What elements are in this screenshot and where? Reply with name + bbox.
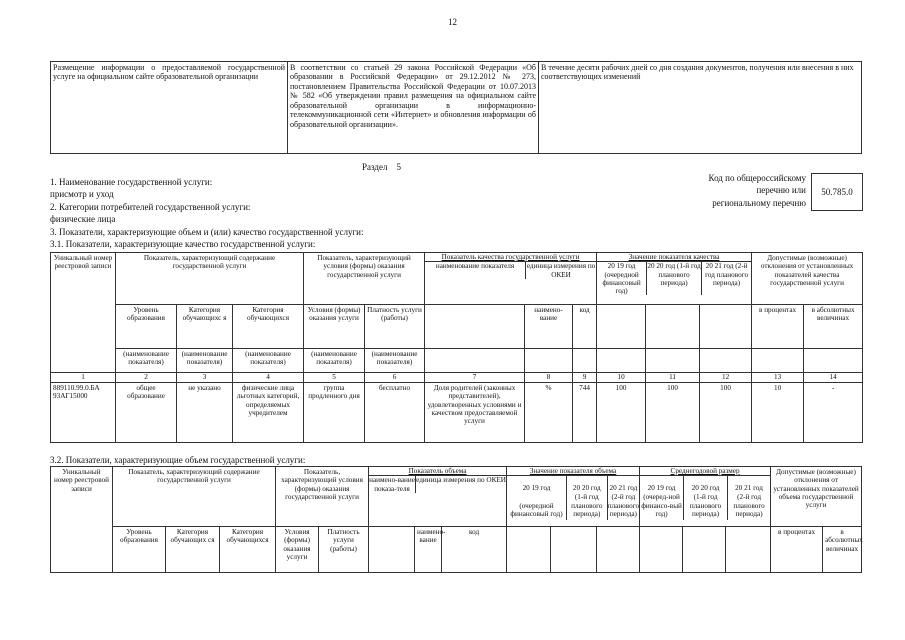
q-h-y1: 20 19 год (очередной финансовый год) (597, 262, 647, 295)
v-h-avg-y3: 20 21 год (735, 484, 763, 493)
consumer-category-label: 2. Категории потребителей государственной услуги: (50, 201, 251, 212)
q-row-pay: бесплатно (365, 383, 425, 443)
q-h-quality: Показатель качества государственной услуги (441, 253, 580, 261)
q-row-unique: 889110.99.0.БА 93АГ15000 (51, 383, 116, 443)
q-row-v2: 100 (646, 383, 700, 443)
q-row-cat2: физические лица льготных категорий, определяемых учредителем (233, 383, 304, 443)
q-num-11: 11 (646, 373, 700, 383)
q-num-8: 8 (525, 373, 573, 383)
v-sub-pay: Платность услуги (работы) (319, 527, 369, 573)
q-row-pct: 10 (752, 383, 804, 443)
q-np-2: (наименование показателя) (177, 349, 233, 373)
q-np-3: (наименование показателя) (233, 349, 304, 373)
q-num-7: 7 (425, 373, 525, 383)
v-h-values-group (507, 467, 640, 527)
q-h-values-group (597, 253, 752, 305)
v-h-name: наимено-вание показа-теля (369, 476, 415, 493)
q-h-quality-group (425, 253, 597, 305)
q-h-allowed: Допустимые (возможные) отклонения от установленных показателей качества государственной услуги (752, 253, 863, 305)
q-sub-pay: Платность услуги (работы) (365, 305, 425, 349)
q-h-name: наименование показателя (425, 262, 526, 279)
q-np-1: (наименование показателя) (116, 349, 177, 373)
v-h-volume-group (369, 467, 507, 527)
v-h-avg-p3: (2-й год планового периода) (733, 493, 765, 518)
v-sub-cat1: Категория обучающих ся (166, 527, 220, 573)
q-num-1: 1 (51, 373, 116, 383)
quality-indicators-label: 3.1. Показатели, характеризующие качество государственной услуги: (50, 239, 316, 250)
q-num-12: 12 (700, 373, 752, 383)
v-sub-cond: Условия (формы) оказания услуги (276, 527, 319, 573)
q-sub-empty-y1 (597, 305, 646, 349)
q-sub-level: Уровень образования (116, 305, 177, 349)
q-h-unique: Уникальный номер реестровой записи (51, 253, 116, 373)
placement-content: В соответствии со статьей 29 закона Российской Федерации «Об образовании в Российской Федерации» от 29.12.2012 № 273, постановлением Правительства Российской Федерации от 10.07.2013 № 582 «Об утверждении правил размещения на официальном сайте образовательной организации в информационно-телекоммуникационной сети «Интернет» и обновления информации об образовательной организации». (288, 62, 539, 154)
q-row-level: общее образование (116, 383, 177, 443)
v-h-avg-y2: 20 20 год (691, 484, 720, 493)
v-h-content: Показатель, характеризующий содержание государственной услуги (113, 467, 276, 527)
q-row-name: Доля родителей (законных представителей), удовлетворенных условиями и качеством предоставляемой услуги (425, 383, 525, 443)
q-sub-unit-name: наимено-вание (525, 305, 573, 349)
v-h-y3: 20 21 год (609, 484, 638, 493)
code-value-box (811, 173, 863, 211)
table-row (51, 383, 863, 443)
code-label-line3: региональному перечню (712, 197, 806, 208)
q-sub-empty-y2 (646, 305, 700, 349)
service-name-label: 1. Наименование государственной услуги: (50, 177, 213, 187)
placement-method: Размещение информации о предоставляемой государственной услуге на официальном сайте образовательной организации (51, 62, 288, 154)
q-sub-abs: в абсолютных величинах (804, 305, 863, 349)
volume-indicators-label: 3.2. Показатели, характеризующие объем государственной услуги: (50, 455, 306, 465)
q-num-14: 14 (804, 373, 863, 383)
code-value: 50.785.0 (821, 186, 853, 197)
q-row-v1: 100 (597, 383, 646, 443)
quality-table (50, 252, 863, 443)
v-h-p1: (очередной финансовый год) (510, 501, 563, 518)
q-sub-cat1: Категория обучающихс я (177, 305, 233, 349)
q-row-cat1: не указано (177, 383, 233, 443)
section-title: Раздел 5 (362, 162, 401, 172)
v-sub-code: код (442, 527, 507, 573)
q-sub-pct: в процентах (752, 305, 804, 349)
q-num-3: 3 (177, 373, 233, 383)
consumer-category-value: физические лица (50, 214, 116, 225)
q-np-5: (наименование показателя) (365, 349, 425, 373)
v-h-conditions: Показатель, характеризующий условия (формы) оказания государственной услуги (276, 467, 369, 527)
q-num-5: 5 (304, 373, 365, 383)
v-sub-pct: в процентах (771, 527, 823, 573)
code-label (650, 172, 806, 209)
q-h-y2: 20 20 год (1-й год планового периода) (647, 262, 702, 295)
v-h-avg-y1: 20 19 год (647, 484, 676, 493)
q-h-y3: 20 21 год (2-й год планового периода) (705, 262, 749, 287)
v-h-avg-p1: (очеред-ной финансо-вый год) (641, 493, 682, 518)
q-h-content: Показатель, характеризующий содержание государственной услуги (116, 253, 304, 305)
q-row-unit: % (525, 383, 573, 443)
code-label-line1: Код по общероссийскому (708, 173, 806, 183)
info-placement-table (50, 61, 862, 154)
placement-frequency: В течение десяти рабочих дней со дня создания документов, получения или внесения в них соответствующих изменений (539, 62, 862, 154)
page-number: 12 (448, 17, 457, 27)
q-num-4: 4 (233, 373, 304, 383)
q-sub-empty-y3 (700, 305, 752, 349)
q-h-values: Значение показателя качества (628, 253, 720, 261)
v-h-p2: (1-й год планового периода) (571, 493, 603, 518)
v-h-volume: Показатель объема (408, 467, 467, 475)
q-num-6: 6 (365, 373, 425, 383)
v-h-avg-group (640, 467, 771, 527)
q-num-9: 9 (573, 373, 597, 383)
volume-table (50, 466, 862, 573)
v-h-unit: единица измерения по ОКЕИ (416, 476, 506, 485)
indicators-label: 3. Показатели, характеризующие объем и (или) качество государственной услуги: (50, 226, 364, 237)
v-sub-abs: в абсолютных величинах (823, 527, 862, 573)
q-num-13: 13 (752, 373, 804, 383)
v-sub-unit-name: наимено-вание (415, 527, 442, 573)
service-info (50, 176, 363, 250)
q-num-10: 10 (597, 373, 646, 383)
q-sub-cat2: Категория обучающихся (233, 305, 304, 349)
q-row-abs: - (804, 383, 863, 443)
q-np-4: (наименование показателя) (304, 349, 365, 373)
q-h-unit: единица измерения по ОКЕИ (526, 262, 596, 279)
q-sub-cond: Условия (формы) оказания услуги (304, 305, 365, 349)
v-h-p3: (2-й год планового периода) (607, 493, 640, 518)
q-sub-empty (425, 305, 525, 349)
q-sub-code: код (573, 305, 597, 349)
q-h-conditions: Показатель, характеризующий условия (формы) оказания государственной услуги (304, 253, 425, 305)
service-name-value: присмотр и уход (50, 189, 114, 200)
v-h-allowed: Допустимые (возможные) отклонения от установленных показателей объема государственной услуги (771, 467, 862, 527)
v-h-unique: Уникальный номер реестровой записи (51, 467, 113, 573)
q-row-v3: 100 (700, 383, 752, 443)
q-row-code: 744 (573, 383, 597, 443)
q-num-2: 2 (116, 373, 177, 383)
v-h-y1: 20 19 год (522, 484, 551, 493)
v-h-avg: Среднегодовой размер (670, 467, 740, 475)
v-h-avg-p2: (1-й год планового периода) (689, 493, 722, 518)
code-label-line2: перечню или (756, 185, 806, 196)
v-sub-level: Уровень образования (113, 527, 166, 573)
v-h-y2: 20 20 год (572, 484, 601, 493)
v-sub-cat2: Категория обучающихся (220, 527, 276, 573)
q-row-cond: группа продленного дня (304, 383, 365, 443)
v-h-values: Значение показателя объема (529, 467, 617, 475)
